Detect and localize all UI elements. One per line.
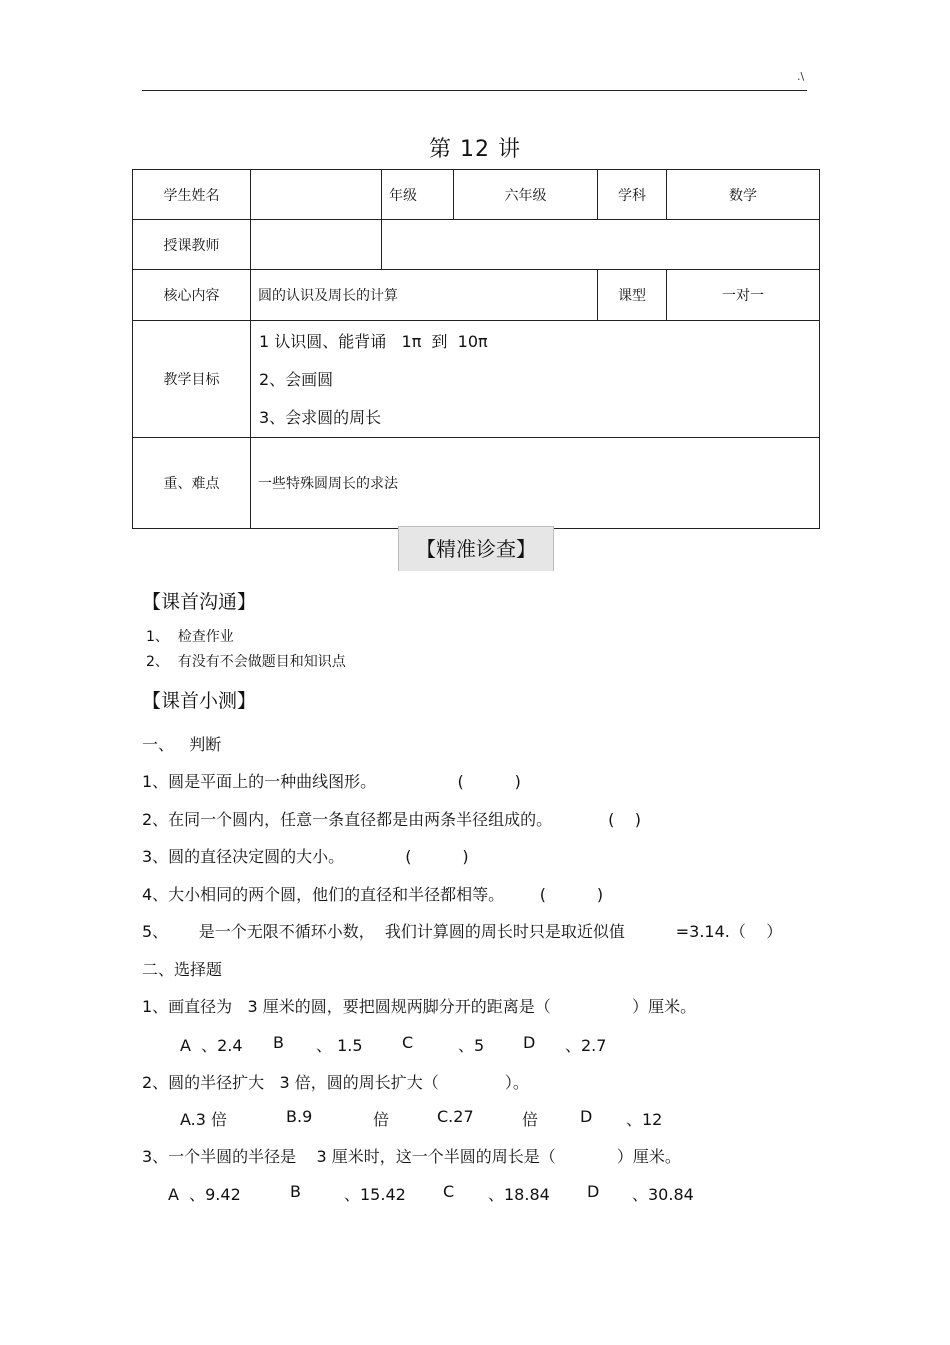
grade-label: 年级 <box>382 170 454 220</box>
communication-heading: 【课首沟通】 <box>142 591 257 613</box>
choice-option: 、 1.5 <box>316 1036 363 1055</box>
choice-option: C <box>443 1182 455 1201</box>
choice-option: 倍 <box>522 1110 539 1129</box>
choice-option: D <box>587 1182 600 1201</box>
grade-value: 六年级 <box>454 170 598 220</box>
page-title: 第 12 讲 <box>429 137 521 162</box>
judge-heading: 一、 判断 <box>142 735 222 754</box>
type-label: 课型 <box>598 270 667 321</box>
choice-option: 、2.7 <box>565 1036 607 1055</box>
choice-option: 、12 <box>626 1110 663 1129</box>
quiz-heading: 【课首小测】 <box>142 690 257 712</box>
judge-question: 1、圆是平面上的一种曲线图形。 ( ) <box>142 772 521 791</box>
choice-option: B.9 <box>286 1107 313 1126</box>
choice-option: 、18.84 <box>488 1185 550 1204</box>
choice-option: C <box>402 1033 414 1052</box>
header-rule <box>142 90 807 91</box>
subject-label: 学科 <box>598 170 667 220</box>
communication-item: 2、 有没有不会做题目和知识点 <box>146 654 346 670</box>
goals-label: 教学目标 <box>133 321 251 438</box>
choice-option: D <box>580 1107 593 1126</box>
table-row <box>133 438 820 529</box>
table-row <box>133 220 820 270</box>
choice-option: B <box>290 1182 301 1201</box>
judge-question: 2、在同一个圆内，任意一条直径都是由两条半径组成的。 ( ) <box>142 810 641 829</box>
choice-option: 、15.42 <box>344 1185 406 1204</box>
student-name-value <box>251 170 382 220</box>
core-label: 核心内容 <box>133 270 251 321</box>
choice-option: A 、9.42 <box>168 1185 241 1204</box>
choice-option: B <box>273 1033 284 1052</box>
diagnosis-tab: 【精准诊查】 <box>398 526 554 571</box>
lesson-info-table <box>132 169 820 529</box>
teacher-value <box>251 220 382 270</box>
choice-option: 、30.84 <box>632 1185 694 1204</box>
table-row <box>133 170 820 220</box>
key-points-value: 一些特殊圆周长的求法 <box>251 438 820 529</box>
student-name-label: 学生姓名 <box>133 170 251 220</box>
judge-question: 3、圆的直径决定圆的大小。 ( ) <box>142 847 469 866</box>
goals-cell <box>251 321 820 438</box>
teacher-label: 授课教师 <box>133 220 251 270</box>
choice-option: C.27 <box>437 1107 474 1126</box>
choice-option: A.3 倍 <box>180 1110 228 1129</box>
core-value: 圆的认识及周长的计算 <box>251 270 598 321</box>
teacher-extra-cell <box>382 220 820 270</box>
choice-option: 倍 <box>373 1110 390 1129</box>
choice-question: 3、一个半圆的半径是 3 厘米时，这一个半圆的周长是（ ）厘米。 <box>142 1147 681 1166</box>
header-mark: .\ <box>797 70 805 83</box>
choice-question: 2、圆的半径扩大 3 倍，圆的周长扩大（ ）。 <box>142 1073 529 1092</box>
goal-item: 2、会画圆 <box>259 370 334 389</box>
judge-question: 5、 是一个无限不循环小数， 我们计算圆的周长时只是取近似值 =3.14.（ ） <box>142 922 783 941</box>
table-row <box>133 270 820 321</box>
choice-question: 1、画直径为 3 厘米的圆，要把圆规两脚分开的距离是（ ）厘米。 <box>142 997 697 1016</box>
choice-option: D <box>523 1033 536 1052</box>
table-row <box>133 321 820 438</box>
goal-item: 3、会求圆的周长 <box>259 408 382 427</box>
choice-heading: 二、选择题 <box>142 960 223 979</box>
subject-value: 数学 <box>667 170 820 220</box>
key-points-label: 重、难点 <box>133 438 251 529</box>
type-value: 一对一 <box>667 270 820 321</box>
choice-option: 、5 <box>458 1036 485 1055</box>
judge-question: 4、大小相同的两个圆，他们的直径和半径都相等。 ( ) <box>142 885 604 904</box>
communication-item: 1、 检查作业 <box>146 629 234 645</box>
choice-option: A 、2.4 <box>180 1036 243 1055</box>
goal-item: 1 认识圆、能背诵 1π 到 10π <box>259 332 488 351</box>
